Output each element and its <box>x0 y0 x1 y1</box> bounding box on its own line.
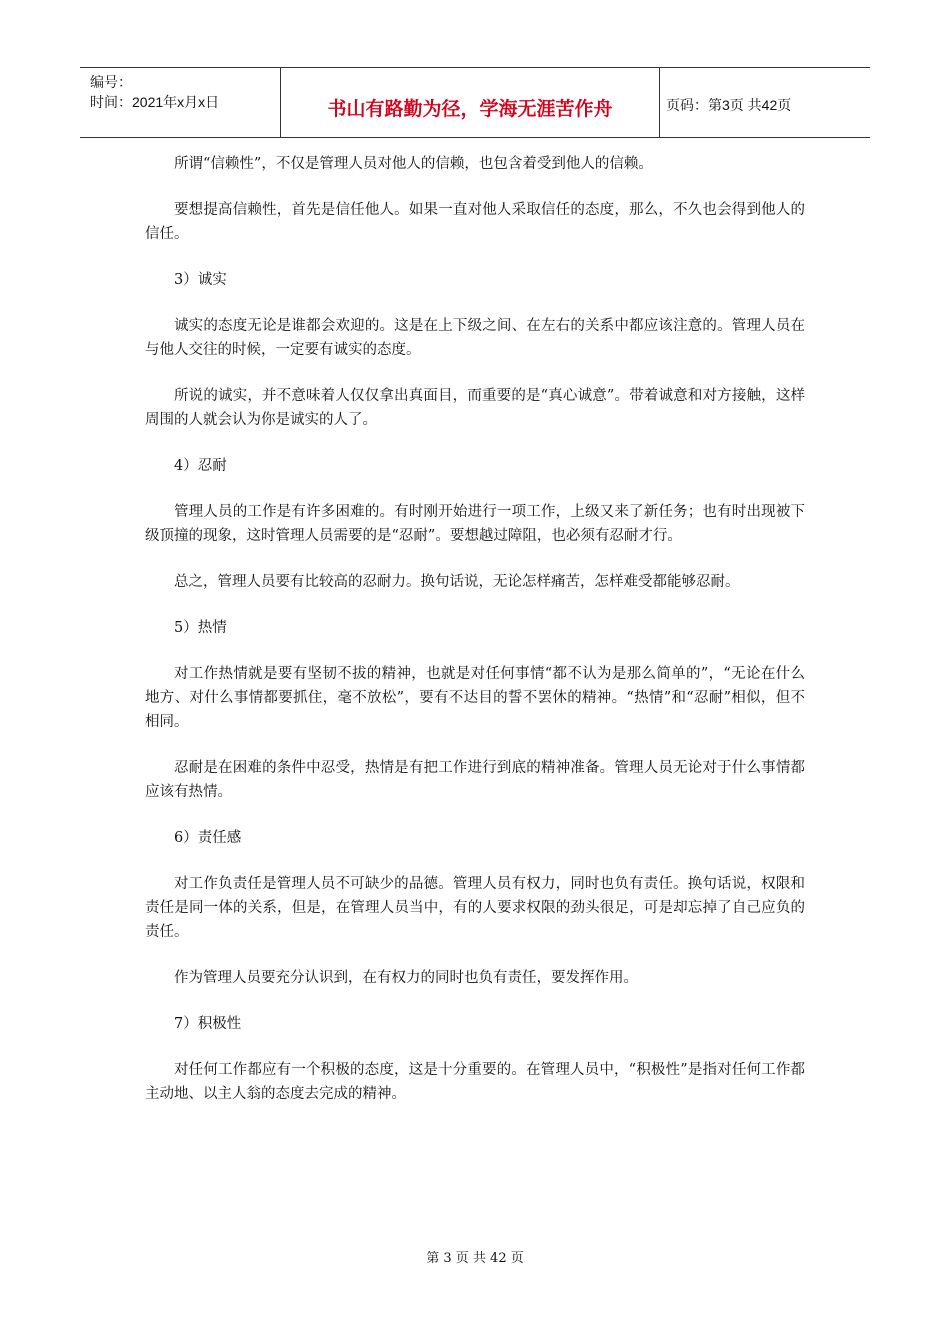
document-number-label: 编号： <box>90 74 132 90</box>
paragraph: 所说的诚实，并不意味着人仅仅拿出真面目，而重要的是“真心诚意”。带着诚意和对方接触，这样周围的人就会认为你是诚实的人了。 <box>145 388 805 428</box>
section-heading: 6）责任感 <box>174 830 242 846</box>
paragraph: 要想提高信赖性，首先是信任他人。如果一直对他人采取信任的态度，那么，不久也会得到他人的信任。 <box>145 202 805 242</box>
section-heading: 4）忍耐 <box>174 458 227 474</box>
section-heading: 3）诚实 <box>174 272 227 288</box>
paragraph: 对工作负责任是管理人员不可缺少的品德。管理人员有权力，同时也负有责任。换句话说，权限和责任是同一体的关系，但是，在管理人员当中，有的人要求权限的劲头很足，可是却忘掉了自己应负的责任。 <box>145 876 805 940</box>
paragraph: 管理人员的工作是有许多困难的。有时刚开始进行一项工作，上级又来了新任务；也有时出现被下级顶撞的现象，这时管理人员需要的是“忍耐”。要想越过障阻，也必须有忍耐才行。 <box>145 504 805 544</box>
section-heading: 7）积极性 <box>174 1016 242 1032</box>
paragraph: 对工作热情就是要有坚韧不拔的精神，也就是对任何事情“都不认为是那么简单的”，“无论在什么地方、对什么事情都要抓住，毫不放松”，要有不达目的誓不罢休的精神。“热情”和“忍耐”相似，但不相同。 <box>145 666 805 730</box>
paragraph: 诚实的态度无论是谁都会欢迎的。这是在上下级之间、在左右的关系中都应该注意的。管理人员在与他人交往的时候，一定要有诚实的态度。 <box>145 318 805 358</box>
section-heading: 5）热情 <box>174 620 227 636</box>
document-time-label: 时间：2021年x月x日 <box>90 94 220 110</box>
page-footer: 第 3 页 共 42 页 <box>426 1251 524 1266</box>
paragraph: 作为管理人员要充分认识到，在有权力的同时也负有责任，要发挥作用。 <box>174 970 638 986</box>
header-page-info: 页码：第3页 共42页 <box>666 97 792 113</box>
document-body <box>145 152 805 1128</box>
paragraph: 忍耐是在困难的条件中忍受，热情是有把工作进行到底的精神准备。管理人员无论对于什么事情都应该有热情。 <box>145 760 805 800</box>
header-info-cell <box>80 68 281 137</box>
paragraph: 所谓“信赖性”，不仅是管理人员对他人的信赖，也包含着受到他人的信赖。 <box>174 156 653 172</box>
paragraph: 对任何工作都应有一个积极的态度，这是十分重要的。在管理人员中，“积极性”是指对任何工作都主动地、以主人翁的态度去完成的精神。 <box>145 1062 805 1102</box>
header-page-cell <box>660 68 870 137</box>
paragraph: 总之，管理人员要有比较高的忍耐力。换句话说，无论怎样痛苦，怎样难受都能够忍耐。 <box>174 574 740 590</box>
header-motto-cell <box>281 68 660 137</box>
page-header <box>80 67 870 138</box>
header-motto: 书山有路勤为径，学海无涯苦作舟 <box>327 98 613 120</box>
